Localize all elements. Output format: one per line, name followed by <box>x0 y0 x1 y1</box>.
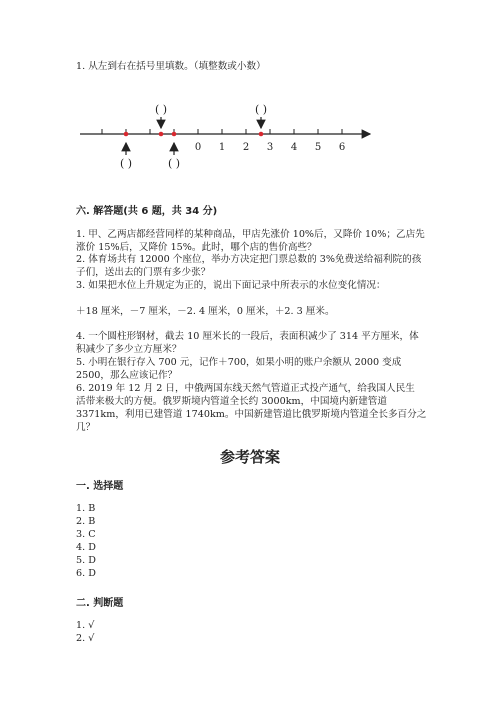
solve-line: 5. 小明在银行存入 700 元，记作＋700，如果小明的账户余额从 2000 变成 <box>76 357 402 368</box>
paren-top-left: ( ) <box>154 103 168 116</box>
solve-line: 积减少了多少立方厘米？ <box>76 344 182 355</box>
solve-heading: 六. 解答题(共 6 题，共 34 分) <box>76 206 218 217</box>
solve-line: 涨价 15%后，又降价 15%。此时，哪个店的售价高些？ <box>76 242 317 253</box>
solve-line: 3371km，利用已建管道 1740km。中国新建管道比俄罗斯境内管道全长多百分之 <box>76 409 427 420</box>
choice-heading: 一. 选择题 <box>76 481 124 492</box>
solve-line: 3. 如果把水位上升规定为正的，说出下面记录中所表示的水位变化情况： <box>76 280 386 291</box>
red-point-4 <box>259 132 264 137</box>
choice-answer: 5. D <box>76 555 96 566</box>
red-point-3 <box>172 132 177 137</box>
paren-bottom-right: ( ) <box>167 157 181 170</box>
solve-line: 2. 体育场共有 12000 个座位，举办方决定把门票总数的 3%免费送给福利院的孩 <box>76 254 422 265</box>
judge-answer: 2. √ <box>76 633 95 644</box>
choice-answer: 3. C <box>76 529 96 540</box>
solve-line: ＋18 厘米，－7 厘米，－2. 4 厘米，0 厘米，＋2. 3 厘米。 <box>76 306 335 317</box>
paren-bottom-left: ( ) <box>119 157 133 170</box>
solve-line: 几？ <box>76 422 96 433</box>
label-5: 5 <box>314 142 322 153</box>
choice-answer: 2. B <box>76 516 96 527</box>
number-line-figure <box>0 0 500 200</box>
judge-heading: 二. 判断题 <box>76 598 124 609</box>
number-line-ticks <box>102 129 342 134</box>
red-point-1 <box>124 132 129 137</box>
choice-answer: 4. D <box>76 542 96 553</box>
solve-line: 6. 2019 年 12 月 2 日，中俄两国东线天然气管道正式投产通气，给我国人民生 <box>76 383 415 394</box>
label-3: 3 <box>266 142 274 153</box>
label-0: 0 <box>194 142 202 153</box>
choice-answer: 6. D <box>76 568 96 579</box>
red-point-2 <box>159 132 164 137</box>
solve-line: 子们，送出去的门票有多少张？ <box>76 267 211 278</box>
label-1: 1 <box>218 142 226 153</box>
answers-title: 参考答案 <box>219 448 280 466</box>
label-4: 4 <box>290 142 298 153</box>
judge-answer: 1. √ <box>76 620 95 631</box>
paren-top-right: ( ) <box>254 103 268 116</box>
label-6: 6 <box>338 142 346 153</box>
solve-line: 活带来极大的方便。俄罗斯境内管道全长约 3000km，中国境内新建管道 <box>76 396 387 407</box>
solve-line: 4. 一个圆柱形钢材，截去 10 厘米长的一段后，表面积减少了 314 平方厘米，体 <box>76 331 419 342</box>
solve-line: 1. 甲、乙两店都经营同样的某种商品，甲店先涨价 10%后，又降价 10%；乙店先 <box>76 229 425 240</box>
label-2: 2 <box>242 142 250 153</box>
choice-answer: 1. B <box>76 503 96 514</box>
question-1-text: 1. 从左到右在括号里填数。（填整数或小数） <box>76 61 266 72</box>
solve-line: 2500，那么应该记作？ <box>76 370 178 381</box>
